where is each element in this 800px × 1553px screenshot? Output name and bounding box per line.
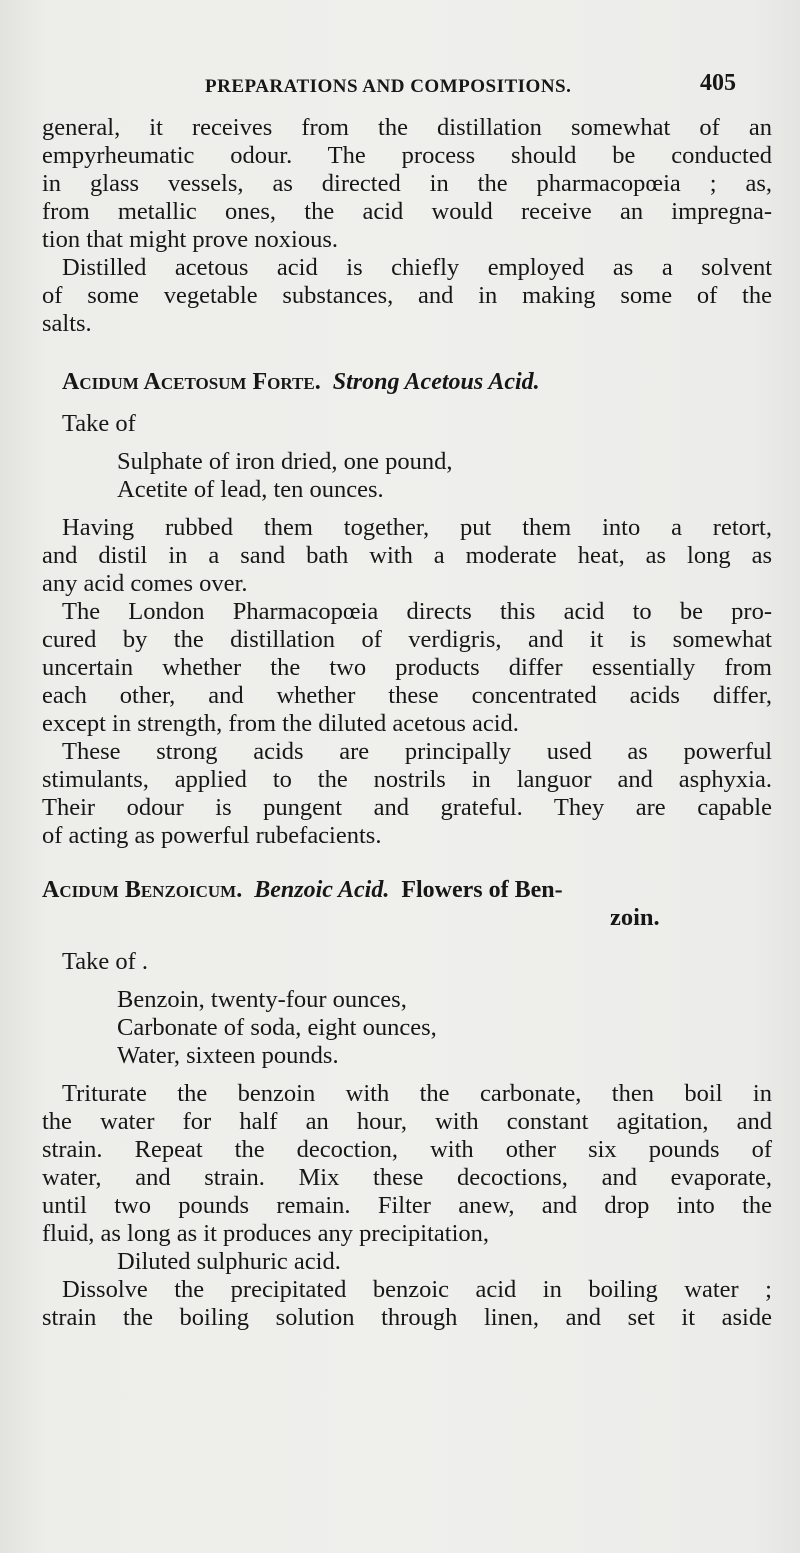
text-line: the water for half an hour, with constant agitation, and (42, 1108, 772, 1135)
text-line: water, and strain. Mix these decoctions, and evaporate, (42, 1164, 772, 1191)
take-of-label: Take of . (62, 948, 149, 975)
text-line: each other, and whether these concentrated acids differ, (42, 682, 772, 709)
take-of-label: Take of (62, 410, 136, 437)
text-line: These strong acids are principally used as powerful (62, 738, 772, 765)
text-line: Their odour is pungent and grateful. They are capable (42, 794, 772, 821)
text-line: strain. Repeat the decoction, with other six pounds of (42, 1136, 772, 1163)
text-line: in glass vessels, as directed in the pharmacopœia ; as, (42, 170, 772, 197)
text-line: stimulants, applied to the nostrils in languor and asphyxia. (42, 766, 772, 793)
text-line: Dissolve the precipitated benzoic acid in boiling water ; (62, 1276, 772, 1303)
text-line: The London Pharmacopœia directs this acid to be pro- (62, 598, 772, 625)
text-line: except in strength, from the diluted acetous acid. (42, 710, 519, 737)
text-line: general, it receives from the distillation somewhat of an (42, 114, 772, 141)
text-line: Having rubbed them together, put them into a retort, (62, 514, 772, 541)
text-line: fluid, as long as it produces any precipitation, (42, 1220, 490, 1247)
running-title: PREPARATIONS AND COMPOSITIONS. (205, 76, 572, 97)
ingredient-line: Water, sixteen pounds. (117, 1042, 339, 1069)
section-heading-acetous (62, 368, 540, 396)
ingredient-line: Acetite of lead, ten ounces. (117, 476, 384, 503)
text-line: uncertain whether the two products differ essentially from (42, 654, 772, 681)
text-line: from metallic ones, the acid would receive an impregna- (42, 198, 772, 225)
ingredient-line: Benzoin, twenty-four ounces, (117, 986, 407, 1013)
heading-english: Benzoic Acid. (254, 877, 390, 903)
text-line: until two pounds remain. Filter anew, and drop into the (42, 1192, 772, 1219)
ingredient-line: Sulphate of iron dried, one pound, (117, 448, 453, 475)
text-line: any acid comes over. (42, 570, 248, 597)
text-line: salts. (42, 310, 92, 337)
heading-alt-name-cont: zoin. (610, 904, 660, 931)
text-line: empyrheumatic odour. The process should be conducted (42, 142, 772, 169)
ingredient-line: Carbonate of soda, eight ounces, (117, 1014, 437, 1041)
text-line: Distilled acetous acid is chiefly employed as a solvent (62, 254, 772, 281)
text-line: of acting as powerful rubefacients. (42, 822, 382, 849)
heading-latin: Acidum Benzoicum. (42, 877, 243, 903)
text-line: and distil in a sand bath with a moderate heat, as long as (42, 542, 772, 569)
page-number: 405 (700, 70, 736, 96)
heading-latin: Acidum Acetosum Forte. (62, 369, 321, 395)
text-line: tion that might prove noxious. (42, 226, 339, 253)
text-line: cured by the distillation of verdigris, and it is somewhat (42, 626, 772, 653)
section-heading-benzoic (42, 876, 563, 904)
heading-alt-name: Flowers of Ben- (401, 877, 563, 903)
text-line: Triturate the benzoin with the carbonate, then boil in (62, 1080, 772, 1107)
text-line: strain the boiling solution through linen, and set it aside (42, 1304, 772, 1331)
text-line: of some vegetable substances, and in making some of the (42, 282, 772, 309)
heading-english: Strong Acetous Acid. (332, 369, 540, 395)
ingredient-line: Diluted sulphuric acid. (117, 1248, 341, 1275)
